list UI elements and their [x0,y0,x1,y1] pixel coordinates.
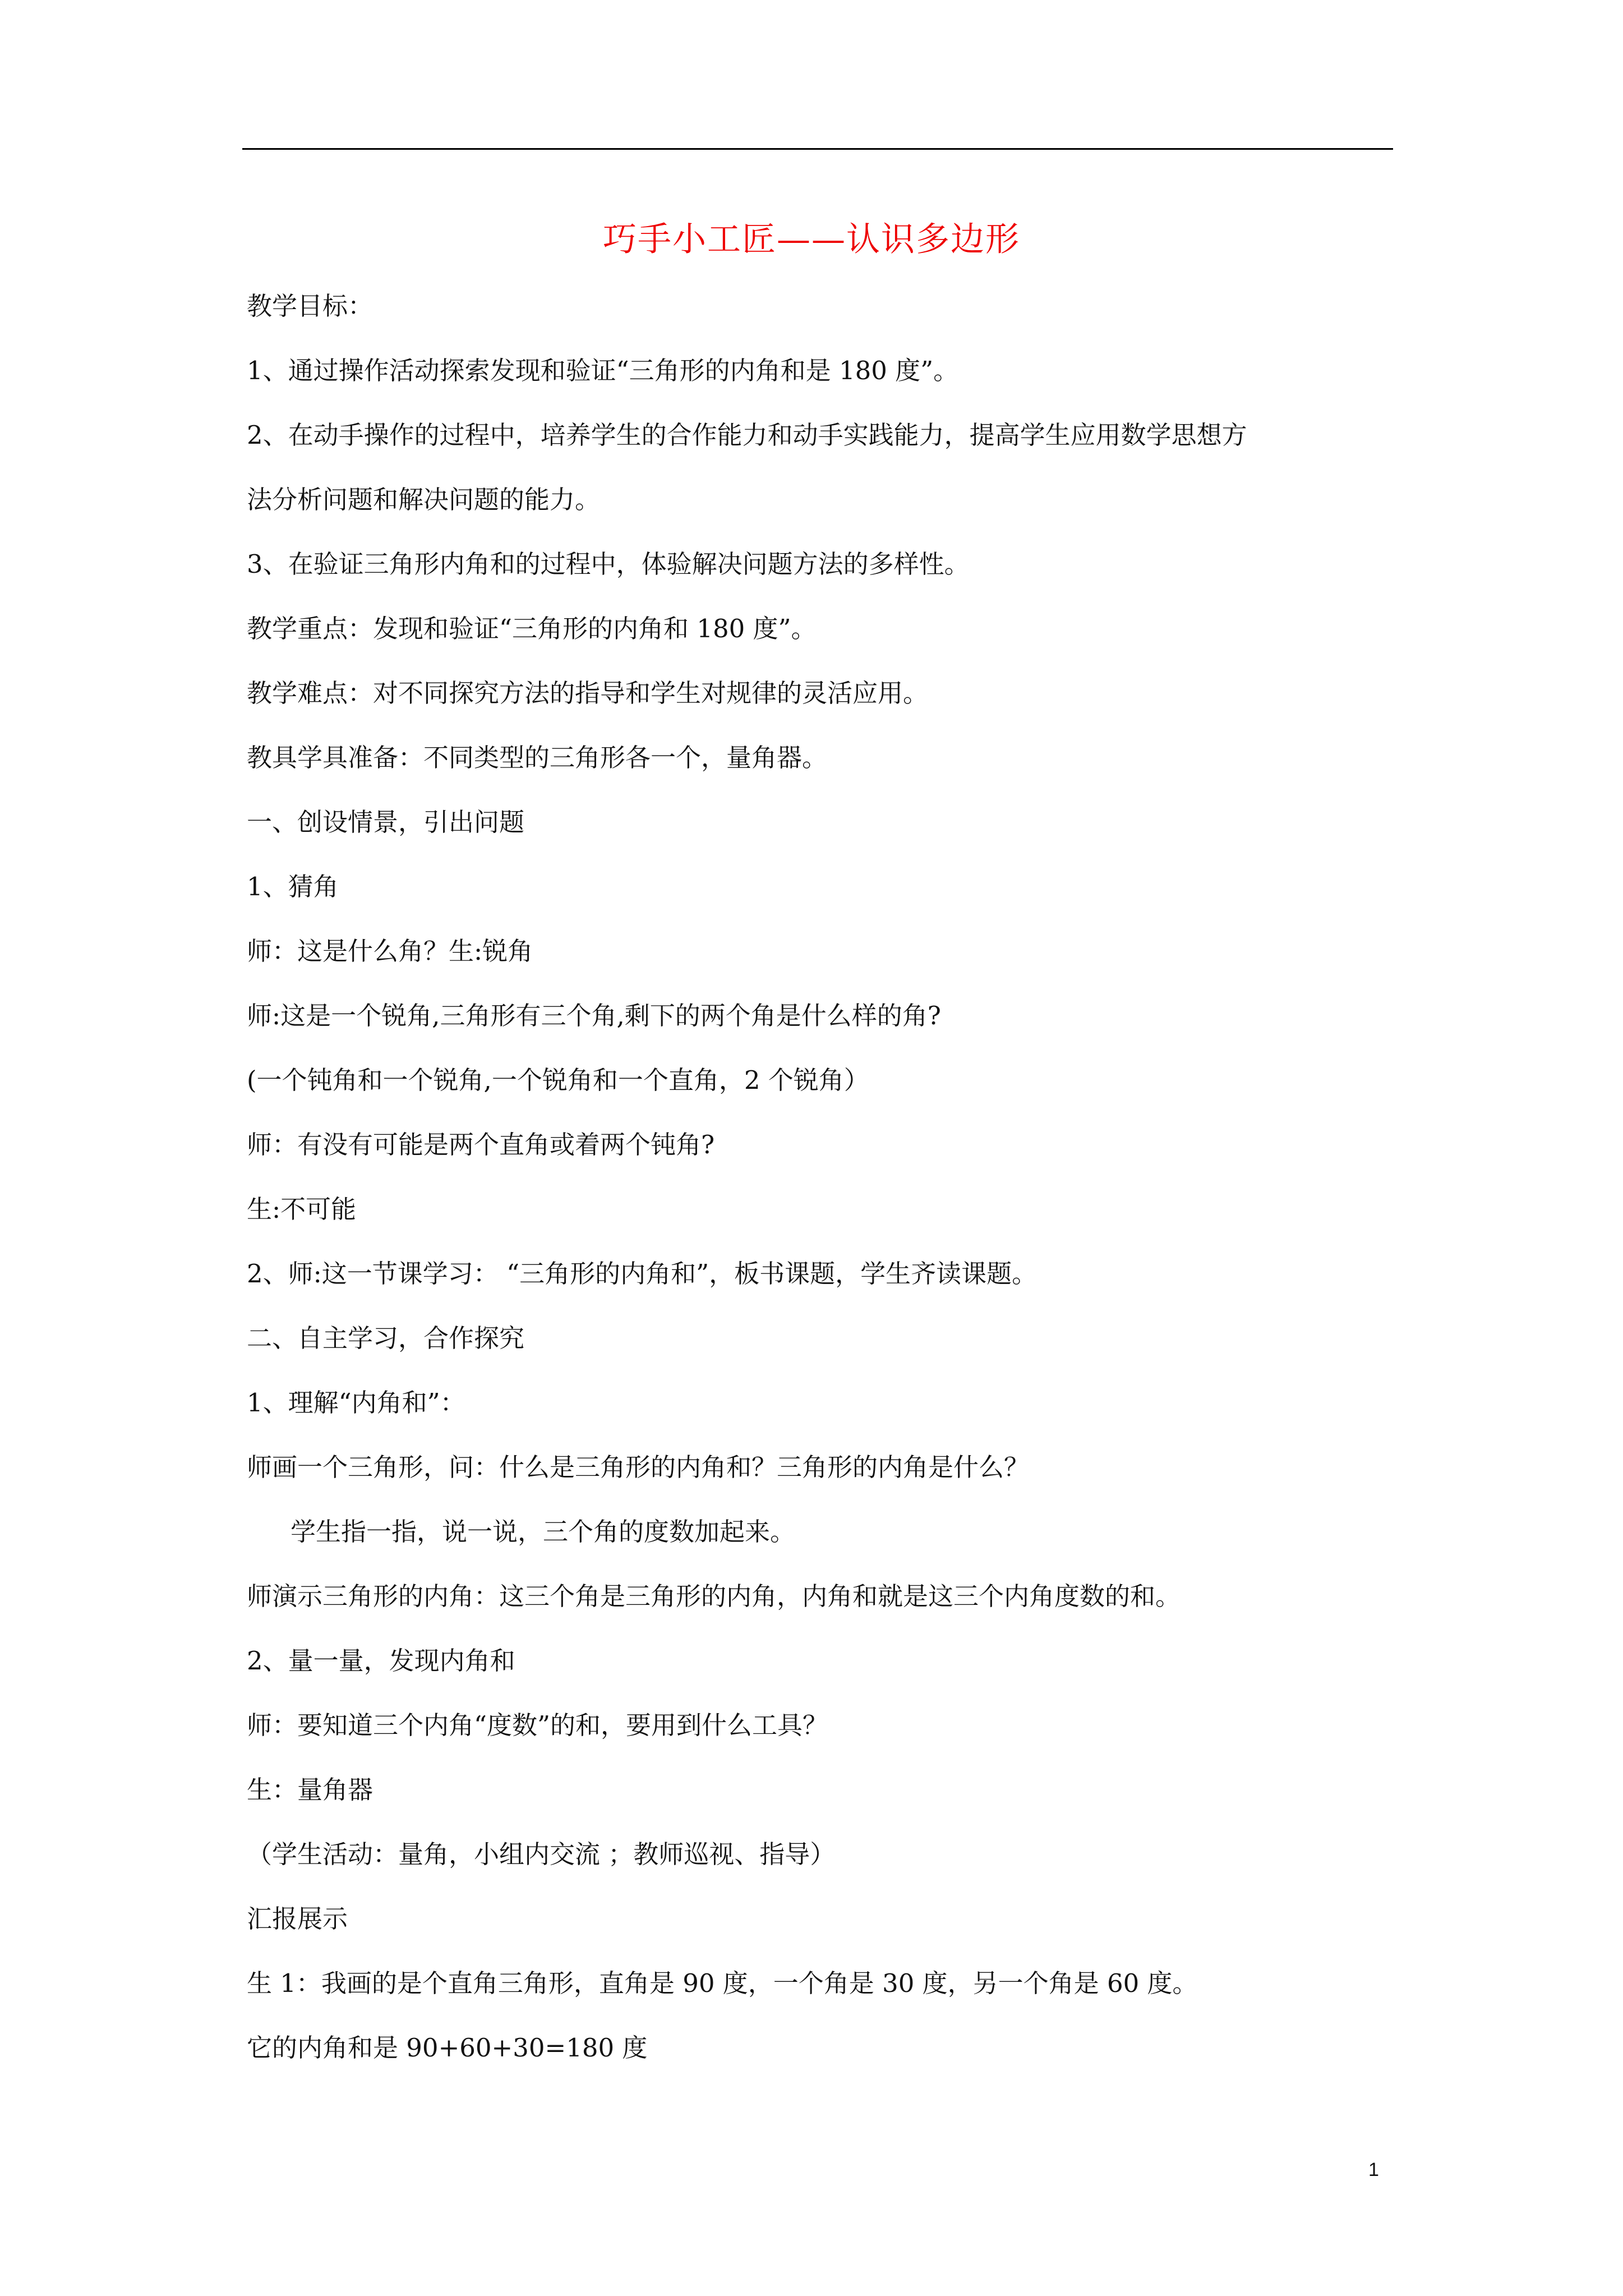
paragraph-line: 2、在动手操作的过程中，培养学生的合作能力和动手实践能力，提高学生应用数学思想方 [247,420,1247,450]
paragraph-line: 法分析问题和解决问题的能力。 [247,485,601,514]
paragraph-line: 它的内角和是 90+60+30=180 度 [247,2033,648,2063]
header-rule [242,148,1393,150]
paragraph-line: 教具学具准备：不同类型的三角形各一个，量角器。 [247,743,828,772]
paragraph-line: （学生活动：量角，小组内交流 ；教师巡视、指导） [247,1839,836,1869]
paragraph-line: 生:不可能 [247,1194,357,1224]
paragraph-line: 教学目标： [247,291,374,321]
paragraph-line: 教学难点：对不同探究方法的指导和学生对规律的灵活应用。 [247,678,929,708]
paragraph-line: 师：这是什么角？生:锐角 [247,936,533,966]
document-title: 巧手小工匠——认识多边形 [603,220,1020,259]
paragraph-line: 生：量角器 [247,1775,374,1805]
paragraph-line: 1、猜角 [247,872,339,901]
paragraph-line: 师画一个三角形，问：什么是三角形的内角和？三角形的内角是什么？ [247,1452,1030,1482]
paragraph-line: 教学重点：发现和验证“三角形的内角和 180 度”。 [247,614,817,643]
paragraph-line: 1、理解“内角和”： [247,1388,465,1418]
section-heading: 二、自主学习，合作探究 [247,1323,525,1353]
paragraph-line: 师演示三角形的内角：这三个角是三角形的内角，内角和就是这三个内角度数的和。 [247,1581,1181,1611]
page-number: 1 [1368,2159,1379,2180]
paragraph-line: 汇报展示 [247,1904,348,1934]
paragraph-line: 3、在验证三角形内角和的过程中，体验解决问题方法的多样性。 [247,549,970,579]
paragraph-line: 2、师:这一节课学习： “三角形的内角和”，板书课题，学生齐读课题。 [247,1259,1038,1289]
paragraph-line: 2、量一量，发现内角和 [247,1646,515,1676]
section-heading: 一、创设情景，引出问题 [247,807,525,837]
paragraph-line: 师：要知道三个内角“度数”的和，要用到什么工具？ [247,1710,828,1740]
paragraph-line: 1、通过操作活动探索发现和验证“三角形的内角和是 180 度”。 [247,356,959,385]
document-body [247,289,1402,2096]
paragraph-line: (一个钝角和一个锐角,一个锐角和一个直角，2 个锐角） [247,1065,869,1095]
paragraph-line: 生 1：我画的是个直角三角形，直角是 90 度，一个角是 30 度，另一个角是 60 度。 [247,1968,1198,1998]
paragraph-line: 师:这是一个锐角,三角形有三个角,剩下的两个角是什么样的角? [247,1001,941,1030]
paragraph-line: 学生指一指，说一说，三个角的度数加起来。 [291,1517,796,1547]
paragraph-line: 师：有没有可能是两个直角或着两个钝角? [247,1130,715,1159]
